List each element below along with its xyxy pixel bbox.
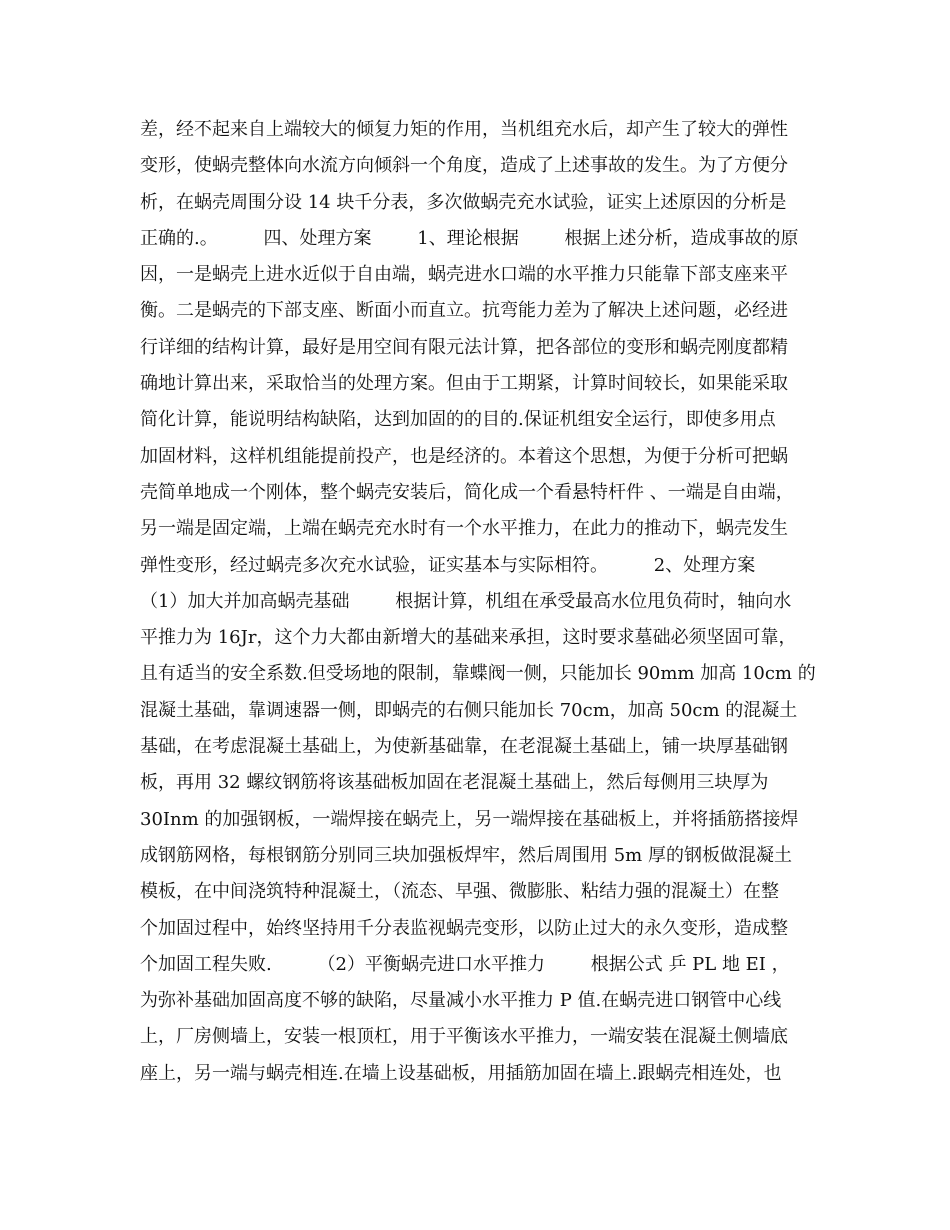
text-line: 弹性变形，经过蜗壳多次充水试验，证实基本与实际相符。 2、处理方案 — [140, 554, 756, 576]
text-line: 且有适当的安全系数.但受场地的限制，靠蝶阀一侧，只能加长 90mm 加高 10cm 的 — [140, 663, 816, 685]
text-line: 模板，在中间浇筑特种混凝土，（流态、早强、微膨胀、粘结力强的混凝土）在整 — [140, 881, 779, 903]
text-line: 个加固工程失败. （2）平衡蜗壳进口水平推力 根据公式 乒 PL 地 EI ， — [140, 953, 790, 975]
text-line: 简化计算，能说明结构缺陷，达到加固的的目的.保证机组安全运行，即使多用点 — [140, 409, 776, 431]
text-line: 个加固过程中，始终坚持用千分表监视蜗壳变形，以防止过大的永久变形，造成整 — [140, 917, 788, 939]
text-line: 为弥补基础加固高度不够的缺陷，尽量减小水平推力 P 值.在蜗壳进口钢管中心线 — [140, 990, 782, 1012]
text-line: 差，经不起来自上端较大的倾复力矩的作用，当机组充水后，却产生了较大的弹性 — [140, 119, 788, 140]
body-text — [140, 112, 840, 1092]
text-line: 确地计算出来，采取恰当的处理方案。但由于工期紧，计算时间较长，如果能采取 — [140, 373, 788, 395]
text-line: 座上，另一端与蜗壳相连.在墙上设基础板，用插筋加固在墙上.跟蜗壳相连处，也 — [140, 1062, 782, 1084]
text-line: 成钢筋网格，每根钢筋分别同三块加强板焊牢，然后周围用 5m 厚的钢板做混凝土 — [140, 844, 792, 866]
text-line: 壳简单地成一个刚体，整个蜗壳安装后，简化成一个看悬特杆件 、一端是自由端， — [140, 481, 794, 503]
text-line: 30Inm 的加强钢板，一端焊接在蜗壳上，另一端焊接在基础板上，并将插筋搭接焊 — [140, 808, 799, 830]
text-line: （1）加大并加高蜗壳基础 根据计算，机组在承受最高水位甩负荷时，轴向水 — [140, 590, 792, 612]
text-line: 加固材料，这样机组能提前投产，也是经济的。本着这个思想，为便于分析可把蜗 — [140, 445, 788, 467]
text-line: 另一端是固定端，上端在蜗壳充水时有一个水平推力，在此力的推动下，蜗壳发生 — [140, 518, 788, 540]
text-line: 上，厂房侧墙上，安装一根顶杠，用于平衡该水平推力，一端安装在混凝土侧墙底 — [140, 1026, 788, 1048]
text-line: 行详细的结构计算，最好是用空间有限元法计算，把各部位的变形和蜗壳刚度都精 — [140, 336, 788, 358]
text-line: 变形，使蜗壳整体向水流方向倾斜一个角度，造成了上述事故的发生。为了方便分 — [140, 155, 788, 177]
text-line: 平推力为 16Jr，这个力大都由新增大的基础来承担，这时要求墓础必须坚固可靠， — [140, 627, 797, 649]
text-line: 正确的.。 四、处理方案 1、理论根据 根据上述分析，造成事故的原 — [140, 227, 799, 249]
text-line: 混凝土基础，靠调速器一侧，即蜗壳的右侧只能加长 70cm，加高 50cm 的混凝土 — [140, 699, 798, 721]
text-line: 析，在蜗壳周围分设 14 块千分表，多次做蜗壳充水试验，证实上述原因的分析是 — [140, 191, 787, 213]
text-line: 衡。二是蜗壳的下部支座、断面小而直立。抗弯能力差为了解决上述问题，必经进 — [140, 300, 788, 322]
text-line: 板，再用 32 螺纹钢筋将该基础板加固在老混凝土基础上，然后每侧用三块厚为 — [140, 772, 769, 794]
text-line: 因，一是蜗壳上进水近似于自由端，蜗壳进水口端的水平推力只能靠下部支座来平 — [140, 264, 788, 286]
text-line: 基础，在考虑混凝土基础上，为使新基础靠，在老混凝土基础上，铺一块厚基础钢 — [140, 736, 788, 758]
